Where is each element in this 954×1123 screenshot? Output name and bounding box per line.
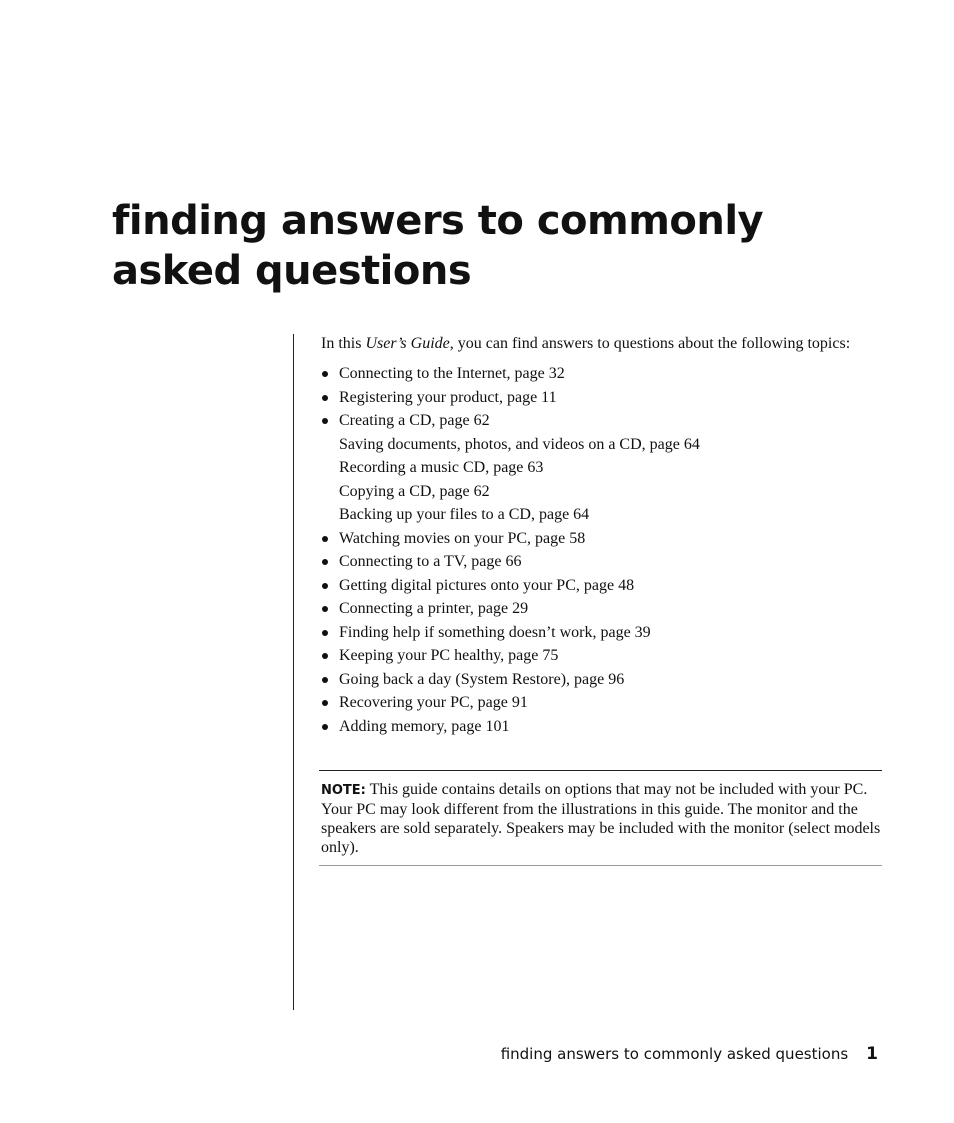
list-subitem	[321, 433, 861, 457]
list-item-label: Keeping your PC healthy, page 75	[339, 647, 559, 664]
bullet-icon	[322, 371, 328, 377]
list-item-label: Registering your product, page 11	[339, 388, 557, 406]
list-item	[321, 386, 861, 410]
bullet-icon	[322, 536, 328, 542]
list-item-label: Recording a music CD, page 63	[339, 459, 544, 476]
list-item	[321, 550, 861, 574]
list-item	[321, 574, 861, 598]
list-item-label: Watching movies on your PC, page 58	[339, 529, 586, 547]
list-item-label: Adding memory, page 101	[339, 717, 510, 735]
note-box	[319, 770, 882, 866]
list-item	[321, 409, 861, 433]
note-label: NOTE:	[321, 783, 366, 798]
list-item	[321, 715, 861, 739]
list-item	[321, 597, 861, 621]
list-item-label: Connecting a printer, page 29	[339, 600, 529, 617]
intro-prefix: In this	[321, 335, 366, 352]
intro-paragraph	[321, 335, 861, 353]
list-item-label: Finding help if something doesn’t work, page 39	[339, 623, 651, 641]
list-item-label: Getting digital pictures onto your PC, page 48	[339, 576, 635, 594]
bullet-icon	[322, 395, 328, 401]
list-item	[321, 621, 861, 645]
list-item-label: Connecting to the Internet, page 32	[339, 365, 565, 382]
intro-suffix: , you can find answers to questions about the following topics:	[449, 335, 851, 352]
page-footer	[501, 1044, 878, 1064]
running-title: finding answers to commonly asked questions	[500, 1045, 849, 1063]
page-title: finding answers to commonly asked questions	[112, 198, 764, 294]
list-item	[321, 691, 861, 715]
bullet-icon	[322, 700, 328, 706]
list-item-label: Recovering your PC, page 91	[339, 694, 528, 711]
bullet-icon	[322, 630, 328, 636]
column-divider	[293, 334, 294, 1010]
list-item-label: Backing up your files to a CD, page 64	[339, 506, 590, 523]
list-item	[321, 644, 861, 668]
list-item-label: Going back a day (System Restore), page 96	[339, 670, 625, 688]
main-content	[321, 335, 861, 738]
topic-list	[321, 362, 861, 738]
list-item	[321, 527, 861, 551]
bullet-icon	[322, 724, 328, 730]
list-item	[321, 362, 861, 386]
list-item-label: Creating a CD, page 62	[339, 412, 490, 429]
bullet-icon	[322, 606, 328, 612]
list-item	[321, 668, 861, 692]
bullet-icon	[322, 653, 328, 659]
list-item-label: Connecting to a TV, page 66	[339, 553, 522, 570]
bullet-icon	[322, 677, 328, 683]
list-subitem	[321, 503, 861, 527]
bullet-icon	[322, 418, 328, 424]
bullet-icon	[322, 559, 328, 565]
page-number: 1	[866, 1044, 878, 1064]
note-text: This guide contains details on options that may not be included with your PC. Your PC may look different from the illustrations in this guide. The monitor and the speakers are sold separately. Speakers may be included with the monitor (select models only).	[321, 781, 881, 856]
list-subitem	[321, 480, 861, 504]
list-item-label: Copying a CD, page 62	[339, 482, 490, 500]
guide-name: User’s Guide	[365, 335, 450, 352]
list-subitem	[321, 456, 861, 480]
list-item-label: Saving documents, photos, and videos on a CD, page 64	[339, 435, 700, 453]
bullet-icon	[322, 583, 328, 589]
